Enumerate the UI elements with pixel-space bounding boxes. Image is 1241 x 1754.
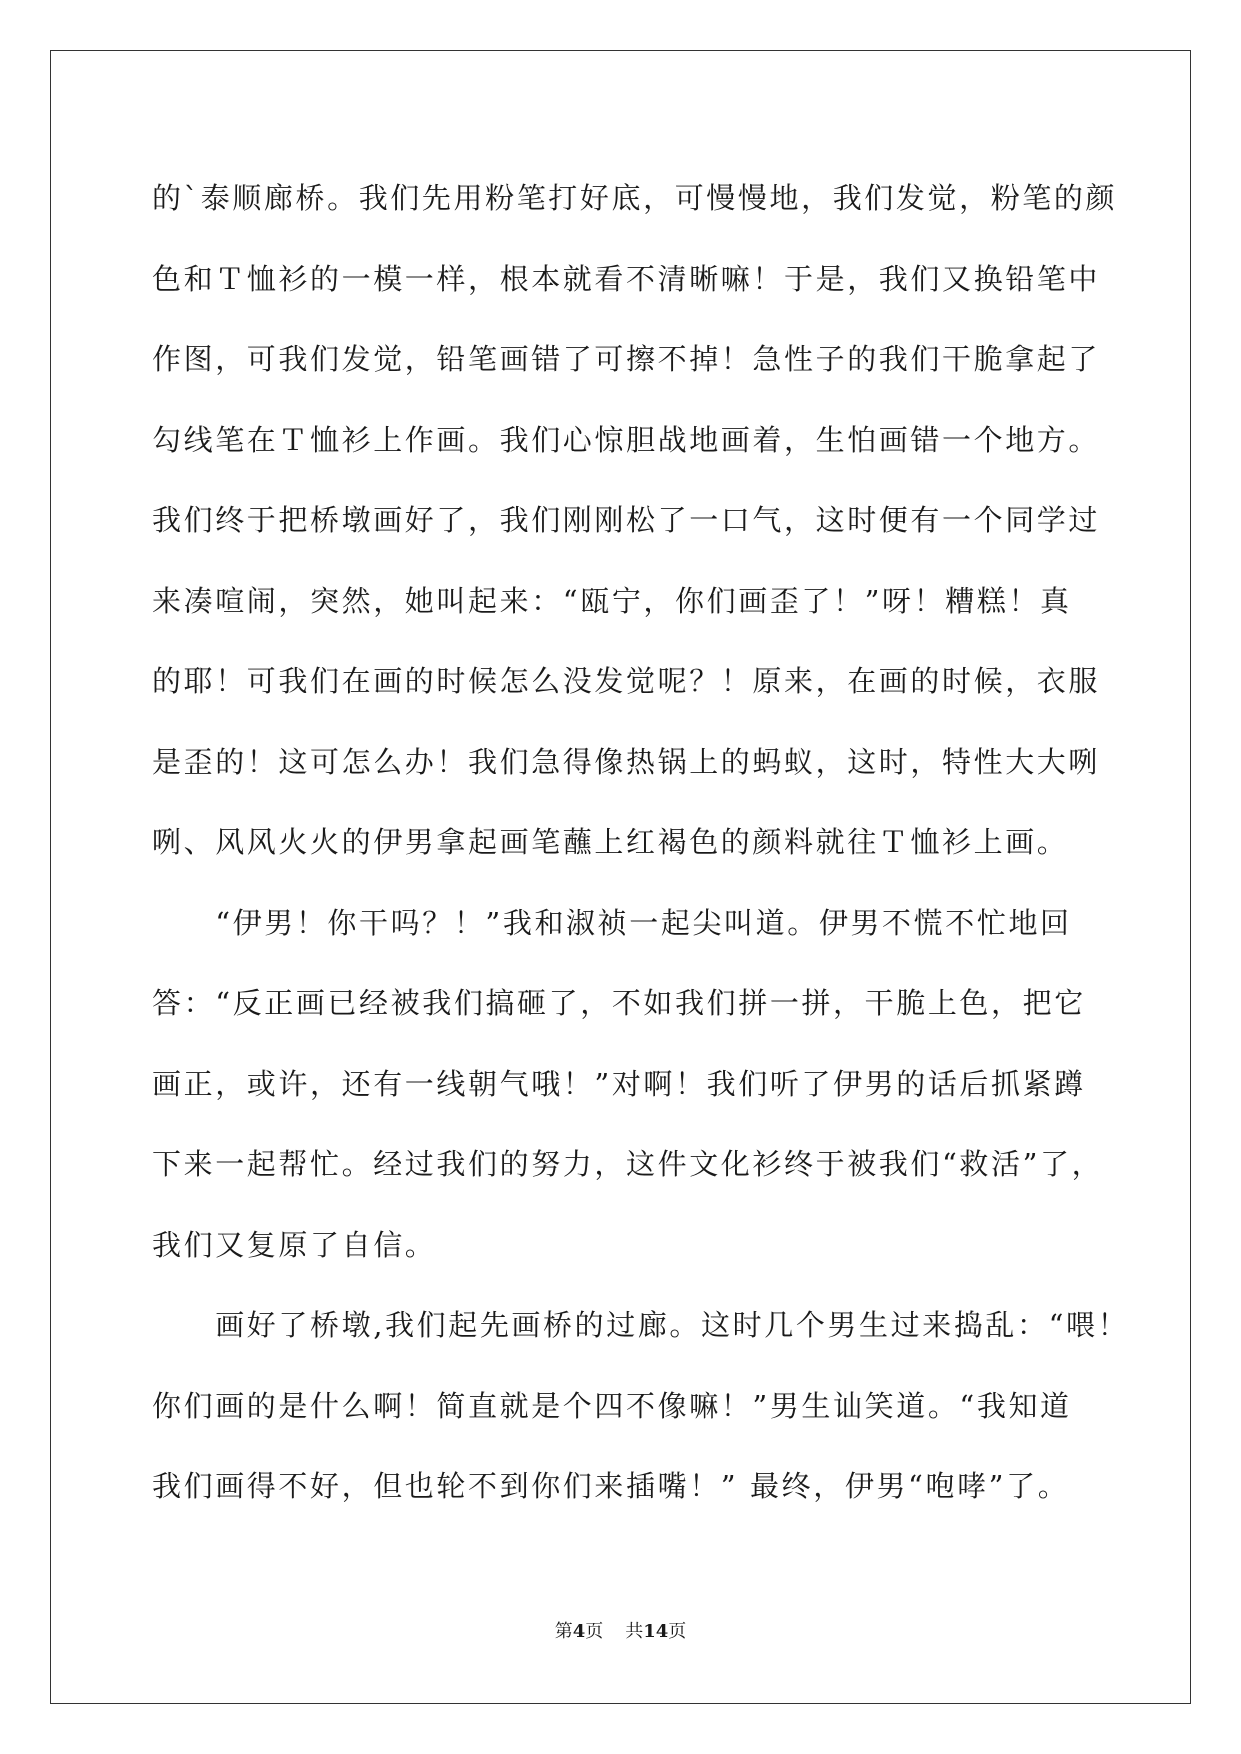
text-line: 答：“反正画已经被我们搞砸了，不如我们拼一拼，干脆上色，把它 [152,986,1086,1020]
text-line: 下来一起帮忙。经过我们的努力，这件文化衫终于被我们“救活”了， [152,1147,1104,1181]
text-line: 咧、风风火火的伊男拿起画笔蘸上红褐色的颜料就往Ｔ恤衫上画。 [152,825,1069,859]
text-line: 我们又复原了自信。 [152,1227,437,1262]
text-line: 来凑喧闹，突然，她叫起来：“瓯宁，你们画歪了！”呀！糟糕！真 [152,583,1072,618]
text-line: “伊男！你干吗？！”我和淑祯一起尖叫道。伊男不慌不忙地回 [152,905,1072,940]
text-line: 画正，或许，还有一线朝气哦！”对啊！我们听了伊男的话后抓紧蹲 [152,1066,1086,1101]
text-line: 的`泰顺廊桥。我们先用粉笔打好底，可慢慢地，我们发觉，粉笔的颜 [152,181,1118,215]
text-line: 色和Ｔ恤衫的一模一样，根本就看不清晰嘛！于是，我们又换铅笔中 [152,261,1101,296]
text-line: 我们终于把桥墩画好了，我们刚刚松了一口气，这时便有一个同学过 [152,503,1101,537]
total-prefix: 共 [625,1621,644,1642]
text-line: 我们画得不好，但也轮不到你们来插嘴！” 最终，伊男“咆哮”了。 [152,1469,1070,1503]
page-prefix: 第 [554,1621,573,1642]
page-footer [0,1617,1241,1643]
text-line: 作图，可我们发觉，铅笔画错了可擦不掉！急性子的我们干脆拿起了 [152,342,1101,376]
page-suffix: 页 [585,1621,604,1642]
text-line: 的耶！可我们在画的时候怎么没发觉呢？！原来，在画的时候，衣服 [152,664,1101,698]
text-line: 你们画的是什么啊！简直就是个四不像嘛！”男生讪笑道。“我知道 [152,1388,1072,1423]
page-number: 4 [572,1621,586,1642]
text-line: 是歪的！这可怎么办！我们急得像热锅上的蚂蚁，这时，特性大大咧 [152,744,1101,779]
document-body [152,158,1130,1527]
total-suffix: 页 [668,1621,687,1642]
text-line: 勾线笔在Ｔ恤衫上作画。我们心惊胆战地画着，生怕画错一个地方。 [152,422,1101,457]
total-pages: 14 [643,1621,669,1642]
text-line: 画好了桥墩,我们起先画桥的过廊。这时几个男生过来捣乱：“喂！ [152,1308,1130,1342]
